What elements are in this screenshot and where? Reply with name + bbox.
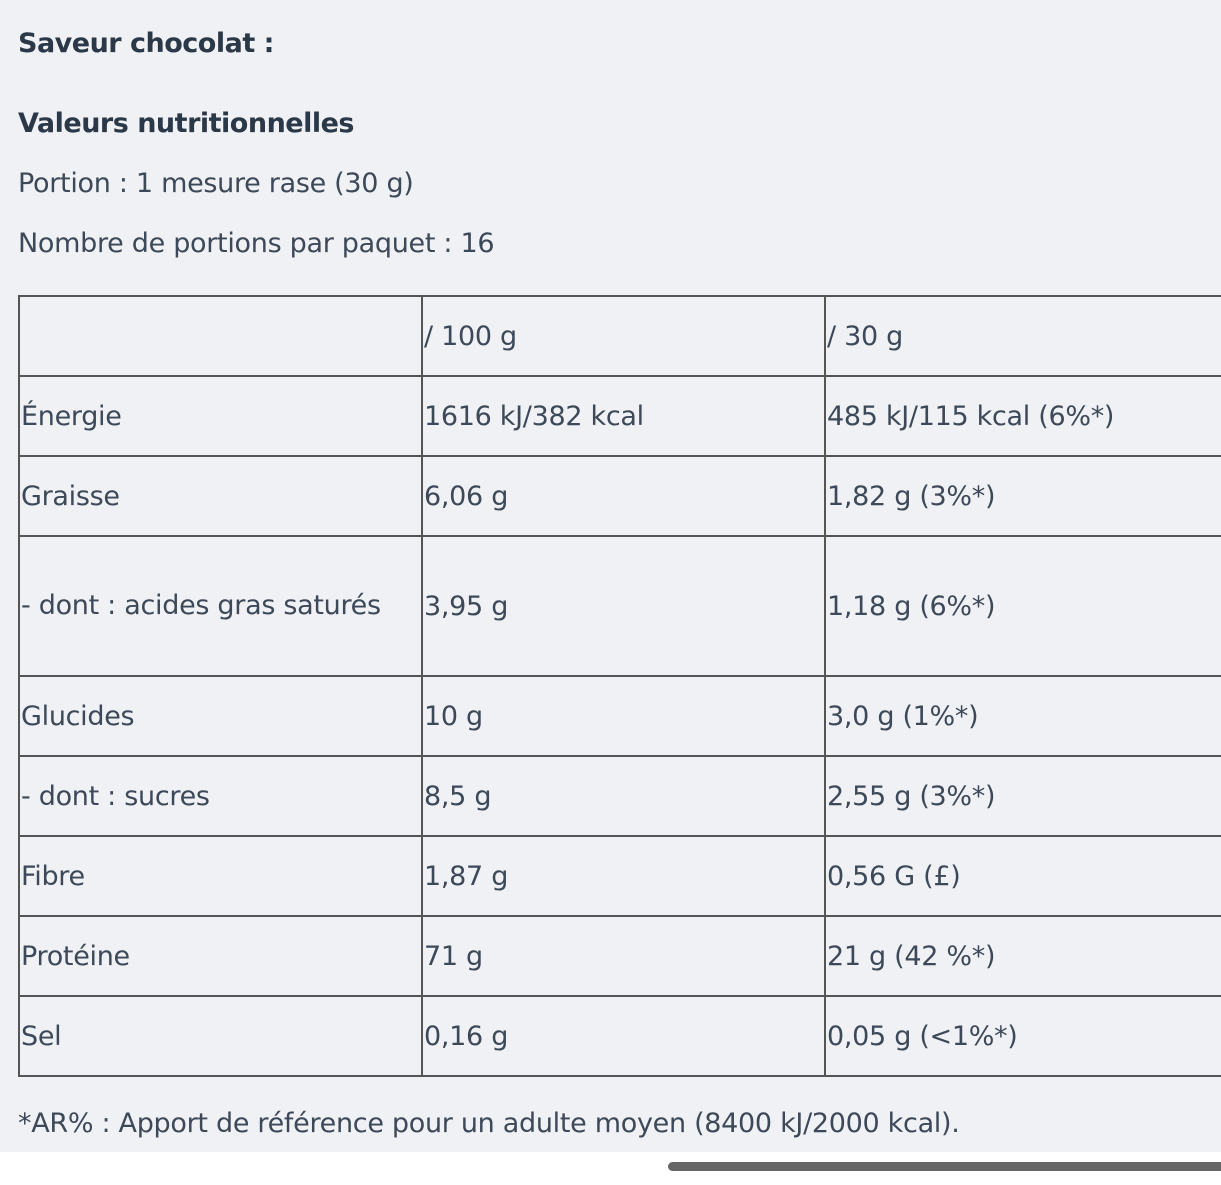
nutrition-table [18, 295, 1221, 1077]
table-header-row [19, 296, 1221, 376]
nutrient-name: - dont : acides gras saturés [19, 536, 422, 676]
nutrient-name: Fibre [19, 836, 422, 916]
nutrient-name: Protéine [19, 916, 422, 996]
nutrient-name: - dont : sucres [19, 756, 422, 836]
value-per-100g: 0,16 g [422, 996, 825, 1076]
value-per-portion: 0,05 g (<1%*) [825, 996, 1221, 1076]
servings-text: Nombre de portions par paquet : 16 [18, 228, 495, 259]
value-per-100g: 71 g [422, 916, 825, 996]
table-row [19, 456, 1221, 536]
value-per-100g: 1,87 g [422, 836, 825, 916]
value-per-portion: 0,56 G (£) [825, 836, 1221, 916]
table-row [19, 836, 1221, 916]
section-title: Valeurs nutritionnelles [18, 108, 354, 139]
nutrient-name: Glucides [19, 676, 422, 756]
value-per-portion: 2,55 g (3%*) [825, 756, 1221, 836]
value-per-100g: 3,95 g [422, 536, 825, 676]
table-row [19, 536, 1221, 676]
nutrient-name: Énergie [19, 376, 422, 456]
value-per-100g: 10 g [422, 676, 825, 756]
nutrient-name: Graisse [19, 456, 422, 536]
header-cell [19, 296, 422, 376]
header-cell: / 30 g [825, 296, 1221, 376]
value-per-100g: 8,5 g [422, 756, 825, 836]
header-cell: / 100 g [422, 296, 825, 376]
value-per-portion: 485 kJ/115 kcal (6%*) [825, 376, 1221, 456]
table-row [19, 996, 1221, 1076]
table-row [19, 376, 1221, 456]
footnote: *AR% : Apport de référence pour un adulte moyen (8400 kJ/2000 kcal). [18, 1108, 960, 1139]
table-row [19, 756, 1221, 836]
table-row [19, 916, 1221, 996]
portion-text: Portion : 1 mesure rase (30 g) [18, 168, 414, 199]
value-per-portion: 3,0 g (1%*) [825, 676, 1221, 756]
value-per-100g: 1616 kJ/382 kcal [422, 376, 825, 456]
value-per-100g: 6,06 g [422, 456, 825, 536]
value-per-portion: 1,18 g (6%*) [825, 536, 1221, 676]
nutrient-name: Sel [19, 996, 422, 1076]
value-per-portion: 1,82 g (3%*) [825, 456, 1221, 536]
flavor-title: Saveur chocolat : [18, 28, 274, 59]
table-row [19, 676, 1221, 756]
horizontal-scrollbar[interactable] [668, 1162, 1221, 1171]
value-per-portion: 21 g (42 %*) [825, 916, 1221, 996]
